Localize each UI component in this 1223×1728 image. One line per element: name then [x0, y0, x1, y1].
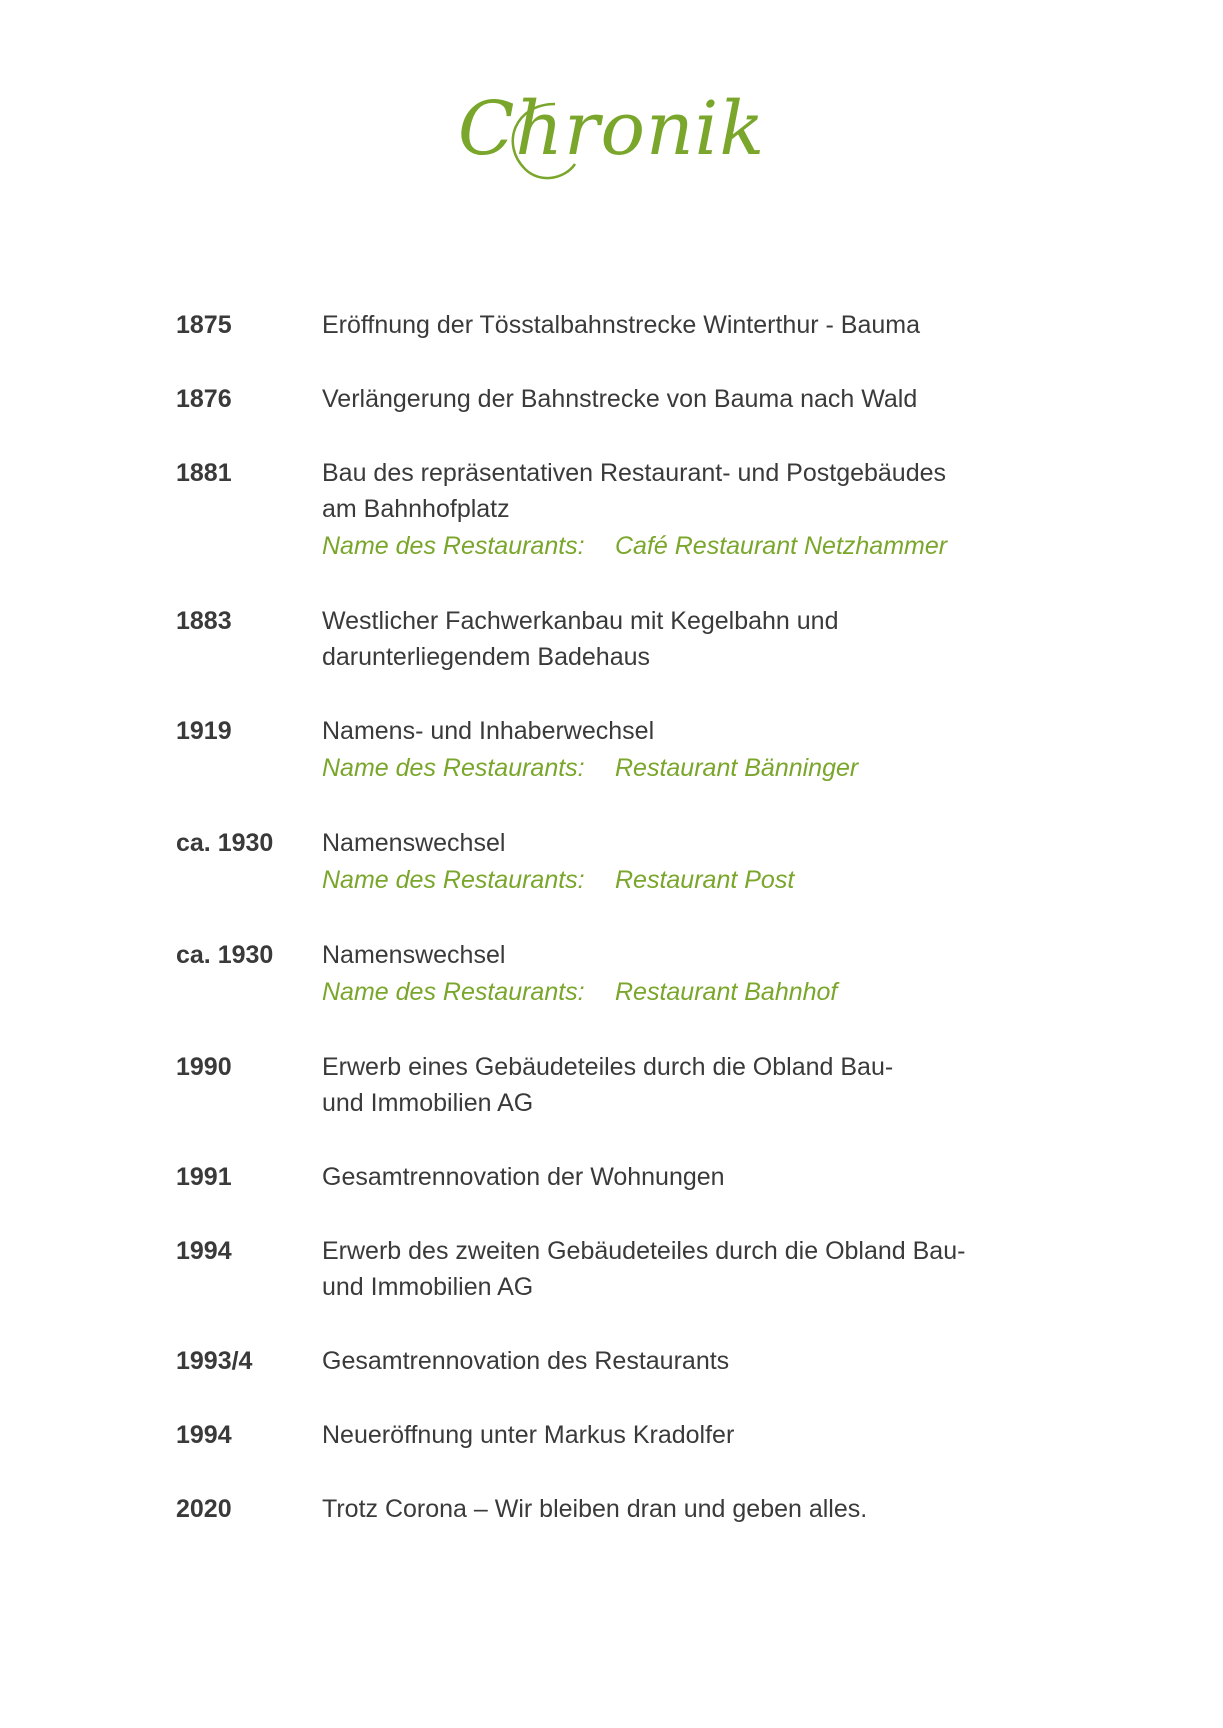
chronicle-entry: [176, 455, 1056, 565]
entry-description: [322, 713, 1056, 787]
entry-text-line: Verlängerung der Bahnstrecke von Bauma nach Wald: [322, 385, 918, 413]
entry-description: [322, 1159, 1056, 1195]
chronicle-entry: [176, 937, 1056, 1011]
chronicle-entry: [176, 307, 1056, 343]
entry-text-line: Bau des repräsentativen Restaurant- und Postgebäudes: [322, 459, 947, 487]
entry-text-line: Erwerb des zweiten Gebäudeteiles durch die Obland Bau-: [322, 1237, 966, 1265]
entry-text-line: Trotz Corona – Wir bleiben dran und geben alles.: [322, 1495, 868, 1523]
entry-year: 1993/4: [176, 1347, 253, 1375]
entry-description: [322, 825, 1056, 899]
entry-year: 1994: [176, 1237, 232, 1265]
restaurant-name-value: Restaurant Post: [615, 866, 795, 894]
chronicle-entry: [176, 1417, 1056, 1453]
entry-description: [322, 307, 1056, 343]
entry-year: 1876: [176, 385, 232, 413]
chronicle-entry: [176, 1233, 1056, 1305]
page-title: Chronik: [457, 86, 766, 172]
entry-year: 1991: [176, 1163, 232, 1191]
entry-description: [322, 381, 1056, 417]
entry-description: [322, 937, 1056, 1011]
entry-text-line: Namenswechsel: [322, 941, 506, 969]
chronicle-entry: [176, 381, 1056, 417]
entry-text-line: Westlicher Fachwerkanbau mit Kegelbahn und: [322, 607, 839, 635]
restaurant-name-label: Name des Restaurants:: [322, 978, 585, 1006]
restaurant-name-label: Name des Restaurants:: [322, 532, 585, 560]
entry-year: 2020: [176, 1495, 232, 1523]
entry-text-line: darunterliegendem Badehaus: [322, 643, 651, 671]
chronicle-entry: [176, 603, 1056, 675]
entry-year: ca. 1930: [176, 941, 274, 969]
entry-year: 1994: [176, 1421, 232, 1449]
entry-year: 1883: [176, 607, 232, 635]
entry-description: [322, 1491, 1056, 1527]
entry-year: ca. 1930: [176, 829, 274, 857]
chronicle-entry: [176, 713, 1056, 787]
chronicle-entry: [176, 1159, 1056, 1195]
entry-description: [322, 1233, 1056, 1305]
entry-text-line: Gesamtrennovation des Restaurants: [322, 1347, 730, 1375]
restaurant-name-value: Café Restaurant Netzhammer: [615, 532, 948, 560]
restaurant-name-line: [322, 973, 1056, 1011]
restaurant-name-line: [322, 527, 1056, 565]
chronicle-entry: [176, 1491, 1056, 1527]
entry-text-line: Erwerb eines Gebäudeteiles durch die Obland Bau-: [322, 1053, 894, 1081]
entry-year: 1875: [176, 311, 232, 339]
entry-description: [322, 1343, 1056, 1379]
entry-text-line: Namens- und Inhaberwechsel: [322, 717, 655, 745]
entry-text-line: Gesamtrennovation der Wohnungen: [322, 1163, 725, 1191]
restaurant-name-line: [322, 861, 1056, 899]
entry-text-line: und Immobilien AG: [322, 1273, 534, 1301]
entry-text-line: Namenswechsel: [322, 829, 506, 857]
entry-text-line: Eröffnung der Tösstalbahnstrecke Winterthur - Bauma: [322, 311, 920, 339]
entry-year: 1881: [176, 459, 232, 487]
entry-text-line: und Immobilien AG: [322, 1089, 534, 1117]
entry-year: 1919: [176, 717, 232, 745]
chronicle-entry: [176, 825, 1056, 899]
restaurant-name-label: Name des Restaurants:: [322, 866, 585, 894]
entry-text-line: Neueröffnung unter Markus Kradolfer: [322, 1421, 735, 1449]
restaurant-name-label: Name des Restaurants:: [322, 754, 585, 782]
restaurant-name-line: [322, 749, 1056, 787]
entry-description: [322, 603, 1056, 675]
restaurant-name-value: Restaurant Bänninger: [615, 754, 859, 782]
entry-text-line: am Bahnhofplatz: [322, 495, 510, 523]
chronicle-entry: [176, 1049, 1056, 1121]
entry-description: [322, 1417, 1056, 1453]
chronicle-list: [176, 307, 1056, 1565]
restaurant-name-value: Restaurant Bahnhof: [615, 978, 838, 1006]
entry-description: [322, 455, 1056, 565]
entry-description: [322, 1049, 1056, 1121]
chronicle-entry: [176, 1343, 1056, 1379]
entry-year: 1990: [176, 1053, 232, 1081]
